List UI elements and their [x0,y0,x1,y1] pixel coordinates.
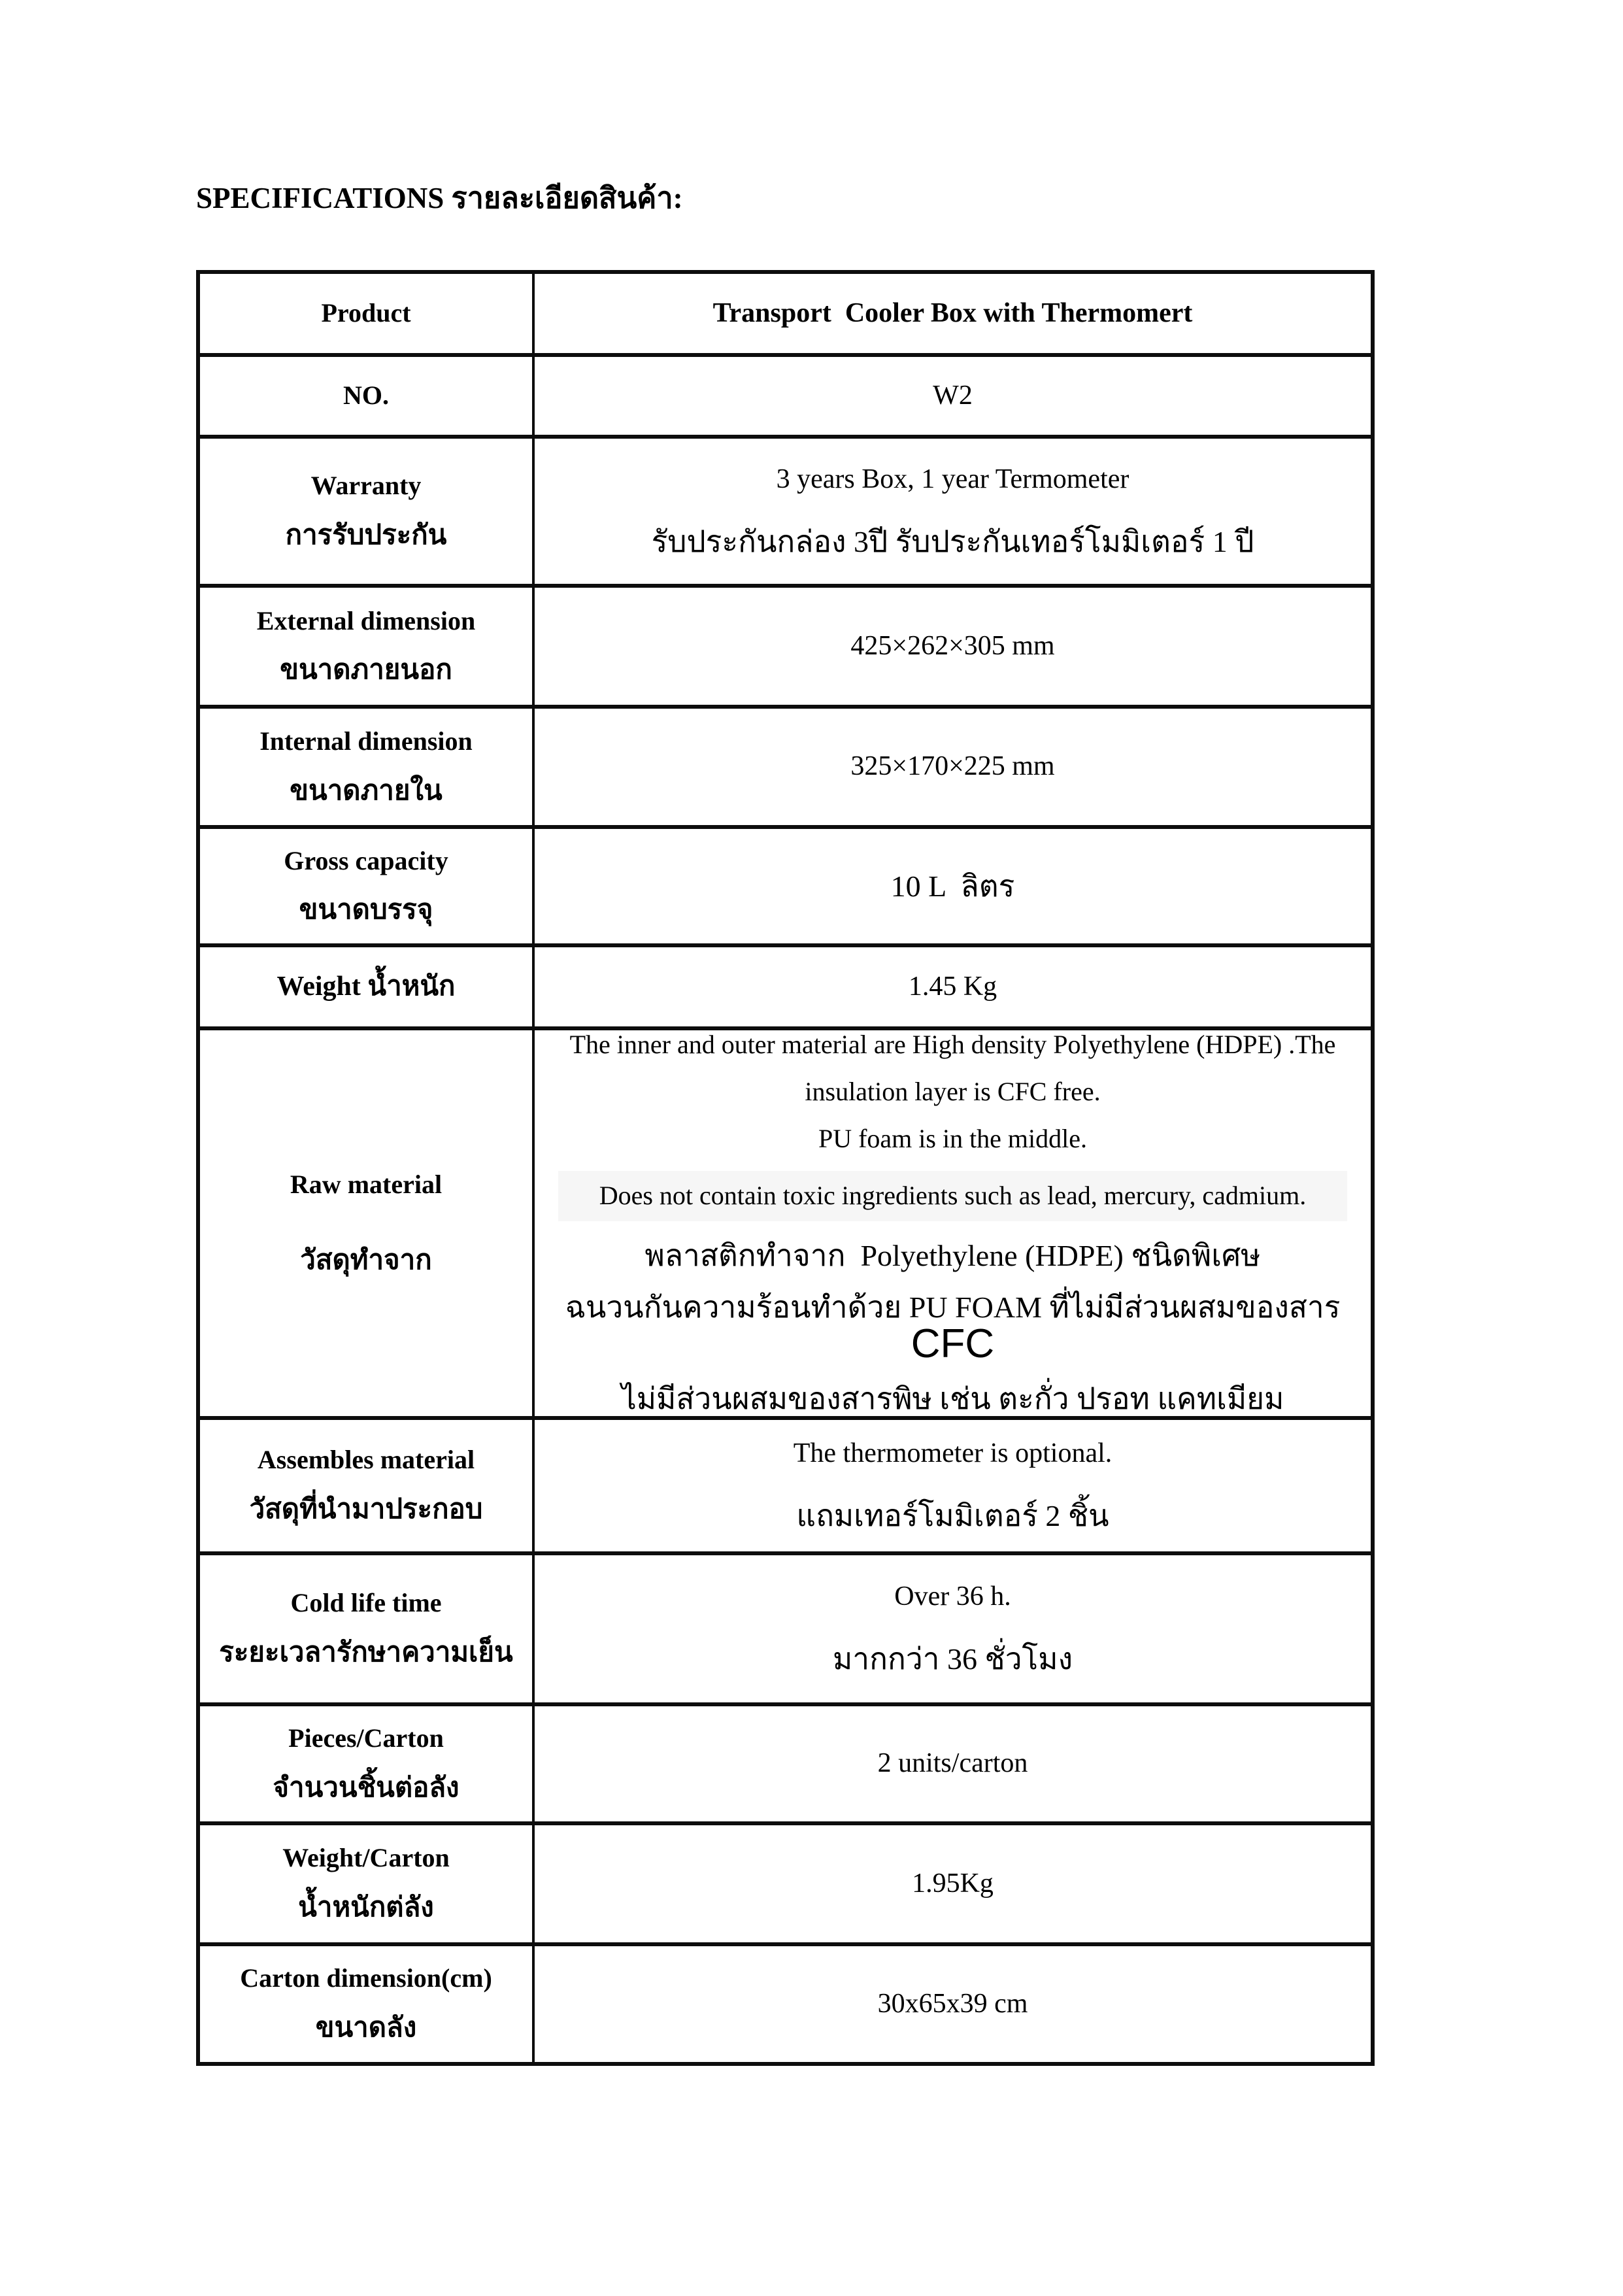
raw-material-line-3: PU foam is in the middle. [818,1123,1088,1153]
spec-row-internal-dimension [198,707,1373,827]
carton-dimension-label-th: ขนาดลัง [315,2013,417,2044]
spec-row-carton-dimension [198,1944,1373,2064]
assembles-material-value-cell [533,1418,1373,1553]
external-dimension-label-cell [198,586,533,707]
weight-carton-label-cell [198,1823,533,1944]
spec-row-cold-life-time [198,1553,1373,1704]
spec-row-weight-carton [198,1823,1373,1944]
external-dimension-value-cell [533,586,1373,707]
raw-material-th-line-2-text: ฉนวนกันความร้อนทำด้วย PU FOAM ที่ไม่มีส่วนผสมของสาร [565,1290,1348,1324]
raw-material-th-line-1: พลาสติกทำจาก Polyethylene (HDPE) ชนิดพิเศษ [644,1239,1261,1273]
raw-material-th-line-2 [535,1291,1371,1365]
assembles-material-label-cell [198,1418,533,1553]
cold-life-time-label-en: Cold life time [290,1588,442,1618]
no-value-cell [533,355,1373,437]
weight-carton-label-th: น้ำหนักต่ลัง [298,1893,434,1923]
internal-dimension-label-en: Internal dimension [259,726,473,756]
pieces-carton-label-cell [198,1704,533,1823]
raw-material-value-cell [533,1028,1373,1418]
cold-life-time-value-th: มากกว่า 36 ชั่วโมง [832,1642,1073,1676]
weight-carton-value-cell [533,1823,1373,1944]
pieces-carton-value-cell [533,1704,1373,1823]
gross-capacity-value: 10 L ลิตร [890,869,1015,903]
raw-material-highlighted-note: Does not contain toxic ingredients such as lead, mercury, cadmium. [558,1171,1347,1221]
internal-dimension-value: 325×170×225 mm [850,751,1055,782]
external-dimension-label-en: External dimension [256,605,476,635]
assembles-material-value-th: แถมเทอร์โมมิเตอร์ 2 ชิ้น [796,1498,1109,1532]
weight-label: Weight น้ำหนัก [276,971,456,1002]
cold-life-time-label-th: ระยะเวลารักษาความเย็น [219,1638,513,1668]
raw-material-label-en: Raw material [290,1169,443,1199]
pieces-carton-value: 2 units/carton [877,1748,1028,1779]
product-label-cell [198,272,533,355]
page-title: SPECIFICATIONS รายละเอียดสินค้า: [196,182,683,214]
raw-material-label-th: วัสดุทำจาก [300,1245,432,1275]
gross-capacity-label-en: Gross capacity [284,845,448,875]
weight-value-cell [533,945,1373,1028]
spec-row-product [198,272,1373,355]
spec-row-warranty [198,437,1373,586]
spec-row-pieces-carton [198,1704,1373,1823]
gross-capacity-label-cell [198,827,533,945]
product-label: Product [321,298,411,328]
internal-dimension-value-cell [533,707,1373,827]
spec-row-gross-capacity [198,827,1373,945]
carton-dimension-label-cell [198,1944,533,2064]
cfc-big-text: CFC [911,1321,995,1367]
external-dimension-label-th: ขนาดภายนอก [280,655,452,686]
pieces-carton-label-th: จำนวนชิ้นต่อลัง [273,1772,460,1803]
gross-capacity-label-th: ขนาดบรรจุ [299,895,433,926]
raw-material-line-2: insulation layer is CFC free. [805,1076,1101,1106]
product-value-cell [533,272,1373,355]
no-label: NO. [343,380,389,411]
warranty-label-cell [198,437,533,586]
warranty-value-th: รับประกันกล่อง 3ปี รับประกันเทอร์โมมิเตอร์ 1 ปี [651,524,1254,558]
internal-dimension-label-th: ขนาดภายใน [290,775,443,806]
no-label-cell [198,355,533,437]
weight-carton-value: 1.95Kg [912,1868,994,1899]
spec-row-external-dimension [198,586,1373,707]
assembles-material-value-en: The thermometer is optional. [793,1438,1113,1468]
cold-life-time-label-cell [198,1553,533,1704]
raw-material-label-cell [198,1028,533,1418]
carton-dimension-value: 30x65x39 cm [877,1988,1028,2019]
weight-label-cell [198,945,533,1028]
carton-dimension-label-en: Carton dimension(cm) [240,1963,492,1993]
warranty-label-th: การรับประกัน [285,520,447,550]
weight-carton-label-en: Weight/Carton [282,1843,450,1873]
raw-material-line-1: The inner and outer material are High density Polyethylene (HDPE) .The [569,1030,1336,1059]
spec-row-raw-material [198,1028,1373,1418]
weight-value: 1.45 Kg [908,971,997,1002]
pieces-carton-label-en: Pieces/Carton [288,1723,444,1753]
product-value: Transport Cooler Box with Thermomert [712,297,1193,328]
assembles-material-label-en: Assembles material [257,1445,475,1475]
warranty-value-cell [533,437,1373,586]
internal-dimension-label-cell [198,707,533,827]
no-value: W2 [933,380,973,411]
raw-material-th-line-3: ไม่มีส่วนผสมของสารพิษ เช่น ตะกั่ว ปรอท แคทเมียม [621,1382,1284,1416]
warranty-label-en: Warranty [310,471,422,501]
carton-dimension-value-cell [533,1944,1373,2064]
assembles-material-label-th: วัสดุที่นำมาประกอบ [249,1494,483,1525]
spec-row-assembles-material [198,1418,1373,1553]
warranty-value-en: 3 years Box, 1 year Termometer [776,464,1129,494]
external-dimension-value: 425×262×305 mm [850,630,1055,661]
cold-life-time-value-cell [533,1553,1373,1704]
spec-row-weight [198,945,1373,1028]
spec-row-no [198,355,1373,437]
cold-life-time-value-en: Over 36 h. [894,1581,1011,1612]
spec-table [196,270,1375,2066]
gross-capacity-value-cell [533,827,1373,945]
